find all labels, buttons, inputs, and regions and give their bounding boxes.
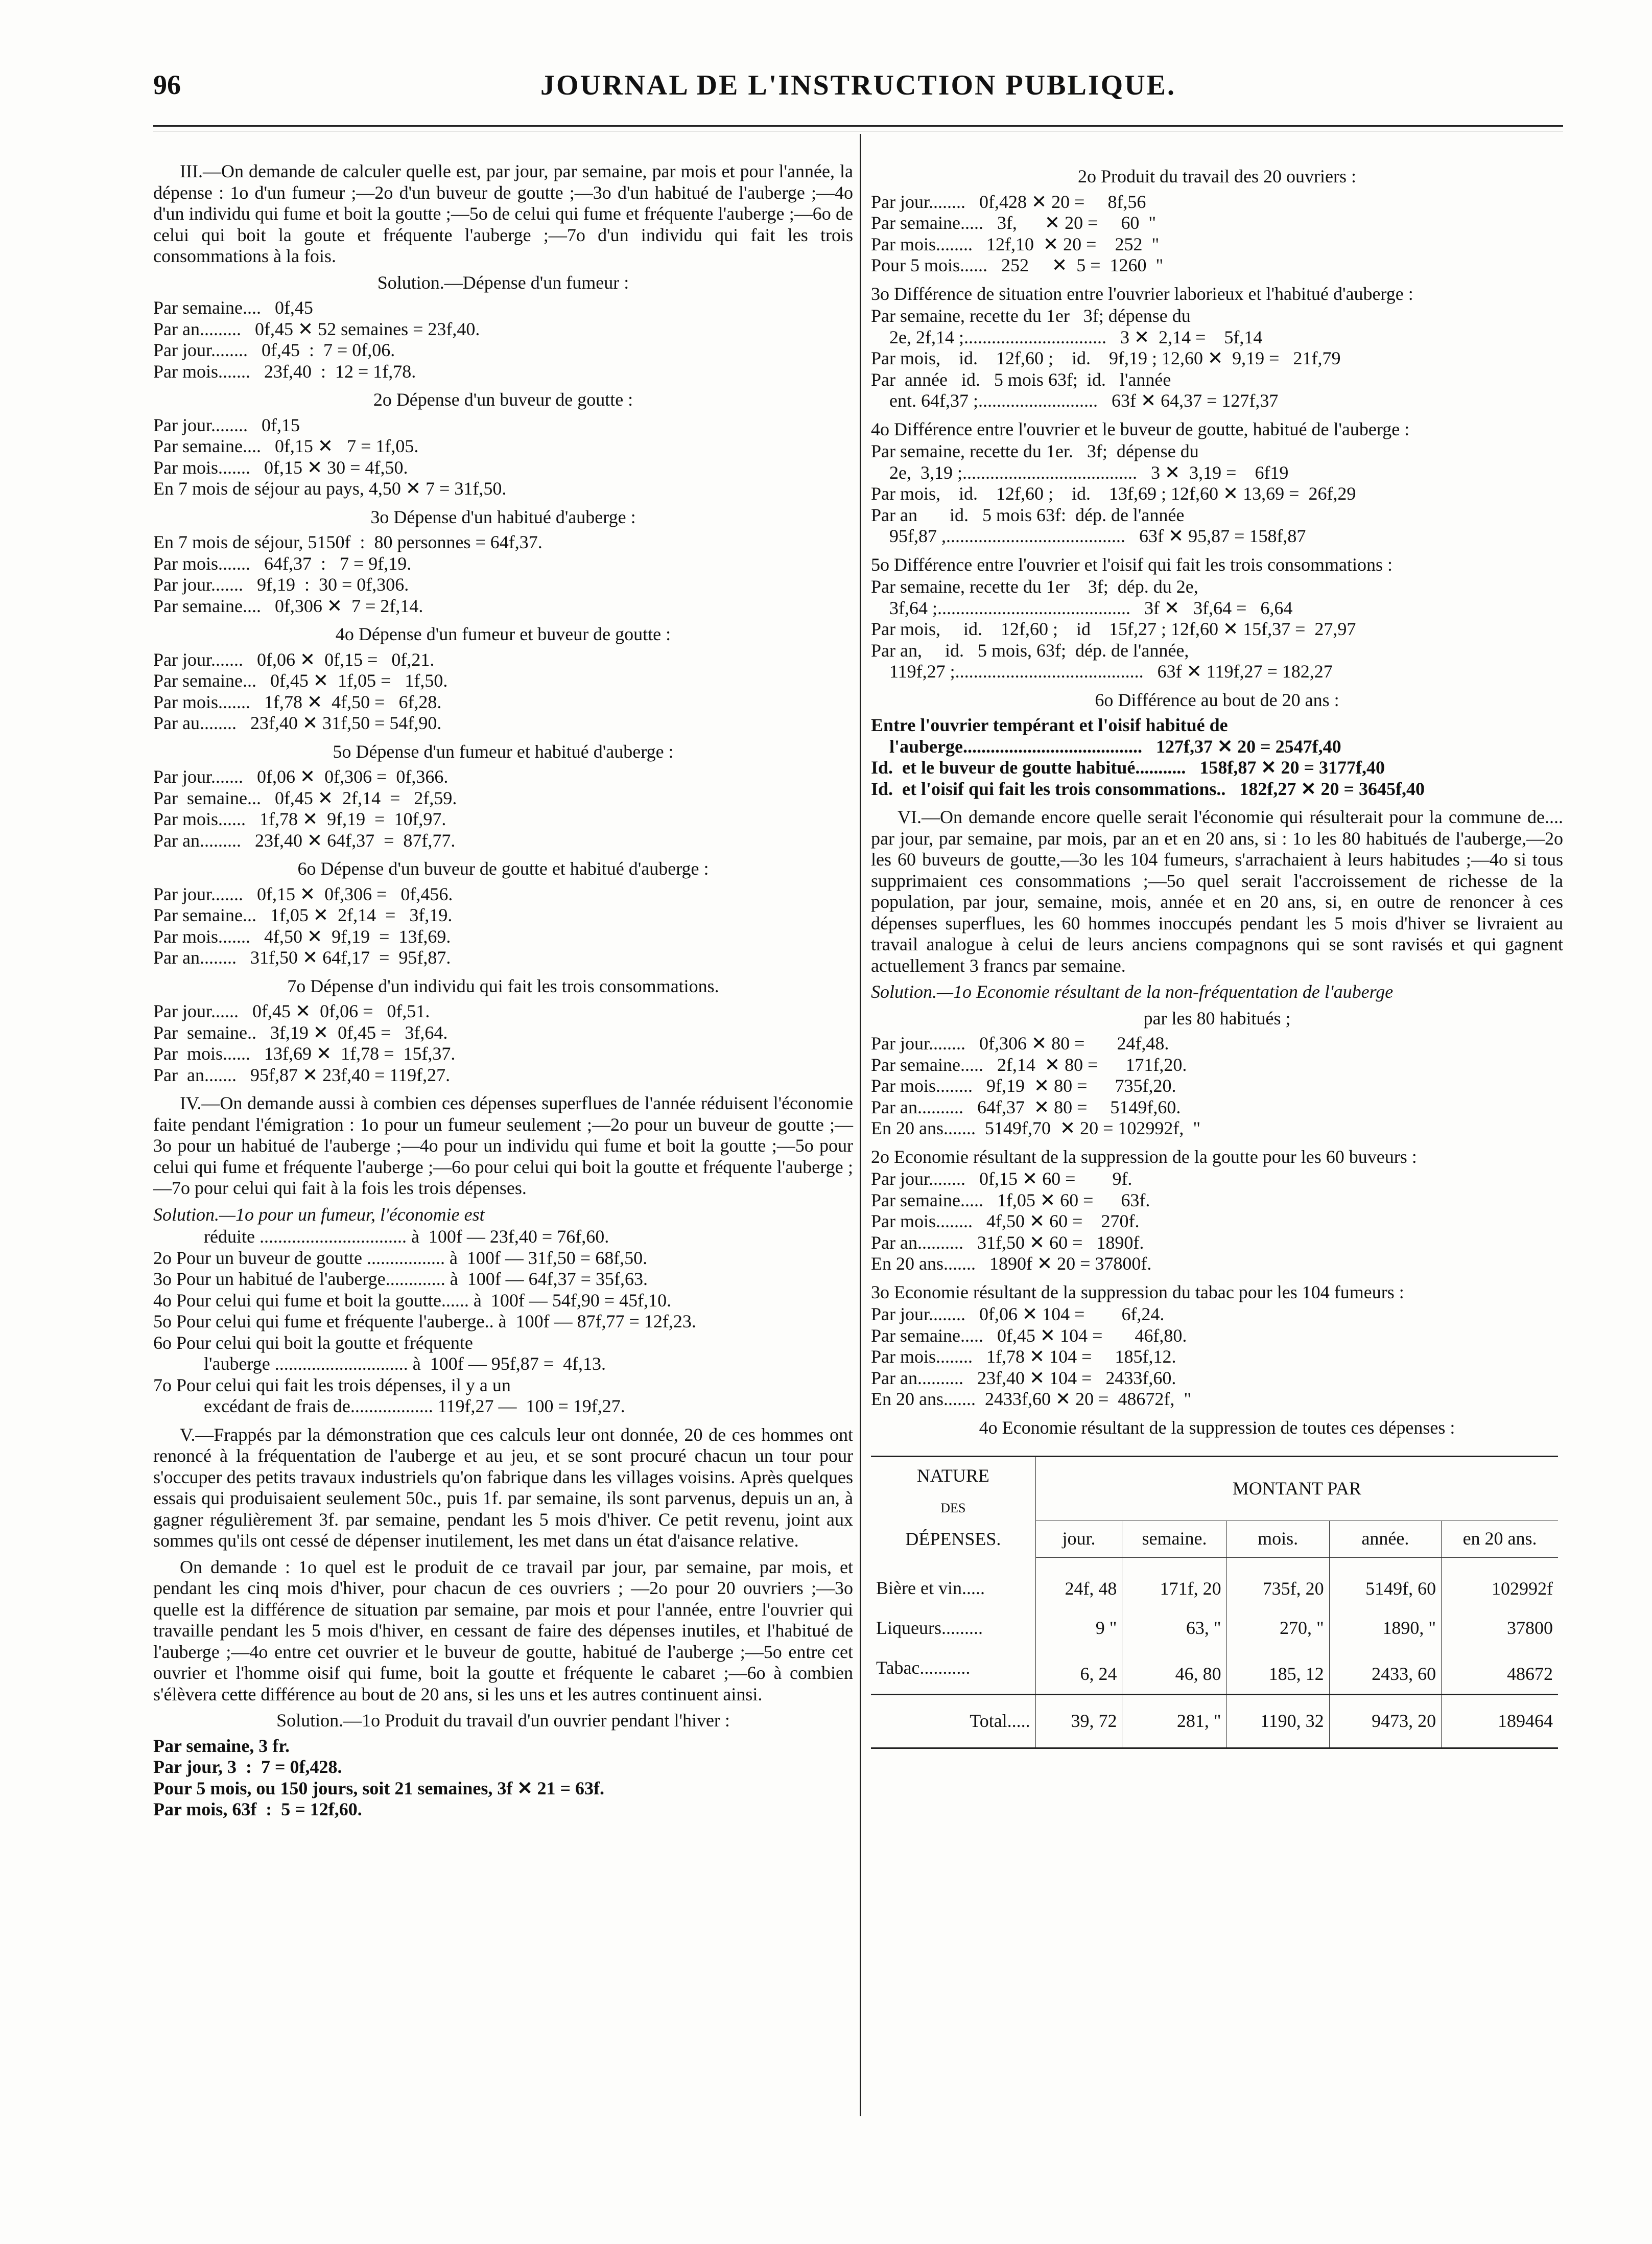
nature-label: NATURE — [916, 1465, 989, 1486]
table-cell: 171f, 20 — [1122, 1557, 1226, 1602]
table-cell: 185, 12 — [1226, 1642, 1329, 1695]
calc-line: 119f,27 ;......................................... 63f ✕ 119f,27 = 182,27 — [871, 661, 1333, 682]
row-label: Bière et vin..... — [876, 1578, 985, 1599]
question-5: V.—Frappés par la démonstration que ces calculs leur ont donnée, 20 de ces hommes ont renoncé à la fréquentation de l'auberge et au jeu, et se sont procuré chacun un tour pour s'occuper des petits travaux industriels qu'on fabrique dans les villages voisins. Après quelques essais qui produisaient seulement 50c., puis 1f. par semaine, ils sont parvenus, depuis un an, à gagner régulièrement 3f. par semaine, pendant les 5 mois d'hiver. Ce petit revenu, joint aux sommes qu'ils ont cessé de dépenser inutilement, les met dans un état d'aisance relative. — [153, 1424, 853, 1551]
total-row — [871, 1695, 1558, 1748]
column-header: en 20 ans. — [1442, 1521, 1558, 1557]
calc-line: 5o Pour celui qui fume et fréquente l'auberge.. à 100f — 87f,77 = 12f,23. — [153, 1311, 696, 1331]
section-title: Solution.—Dépense d'un fumeur : — [377, 272, 629, 293]
calc-line: 3f,64 ;.......................................... 3f ✕ 3f,64 = 6,64 — [871, 597, 1293, 618]
calc-line: En 7 mois de séjour, 5150f : 80 personnes = 64f,37. — [153, 532, 542, 552]
section-title: Solution.—1o pour un fumeur, l'économie est — [153, 1204, 485, 1225]
calc-block — [871, 1304, 1563, 1410]
total-cell: 1190, 32 — [1226, 1695, 1329, 1748]
calc-line: Par semaine, recette du 1er 3f; dép. du 2e, — [871, 576, 1198, 597]
calc-line: Par mois....... 4f,50 ✕ 9f,19 = 13f,69. — [153, 926, 451, 947]
calc-line: Par mois, id. 12f,60 ; id. 9f,19 ; 12,60 ✕ 9,19 = 21f,79 — [871, 348, 1341, 368]
des-label: DES — [940, 1501, 966, 1515]
montant-header: MONTANT PAR — [1035, 1457, 1558, 1521]
calc-line: Par mois....... 0f,15 ✕ 30 = 4f,50. — [153, 457, 408, 478]
calc-line: Par jour....... 9f,19 : 30 = 0f,306. — [153, 574, 409, 595]
calc-block — [871, 1168, 1563, 1275]
section-title: Solution.—1o Produit du travail d'un ouvrier pendant l'hiver : — [276, 1710, 730, 1731]
row-label: Tabac........... — [876, 1657, 971, 1678]
calc-block — [153, 766, 853, 851]
calc-line: Par semaine.... 0f,306 ✕ 7 = 2f,14. — [153, 595, 423, 616]
calc-line: Par an........ 31f,50 ✕ 64f,17 = 95f,87. — [153, 947, 451, 968]
calc-line: Par an.......... 64f,37 ✕ 80 = 5149f,60. — [871, 1096, 1181, 1117]
calc-block — [153, 1001, 853, 1086]
calc-line: 2o Pour un buveur de goutte ................. à 100f — 31f,50 = 68f,50. — [153, 1247, 648, 1268]
calc-line: 2e, 2f,14 ;............................... 3 ✕ 2,14 = 5f,14 — [871, 326, 1263, 347]
calc-line: Par jour........ 0f,15 — [153, 414, 300, 435]
calc-block — [871, 192, 1563, 276]
calc-line: Par jour........ 0f,306 ✕ 80 = 24f,48. — [871, 1033, 1169, 1054]
table-row — [871, 1642, 1558, 1695]
table-row — [871, 1557, 1558, 1602]
depenses-label: DÉPENSES. — [905, 1529, 1001, 1549]
table-cell: 37800 — [1442, 1602, 1558, 1642]
calc-line: Par semaine... 0f,45 ✕ 1f,05 = 1f,50. — [153, 670, 448, 691]
section-title: 6o Différence au bout de 20 ans : — [1095, 689, 1339, 710]
column-header: mois. — [1226, 1521, 1329, 1557]
section-title: 4o Economie résultant de la suppression de toutes ces dépenses : — [979, 1417, 1455, 1438]
calc-line: Par mois........ 12f,10 ✕ 20 = 252 " — [871, 233, 1160, 254]
calc-line: En 20 ans....... 5149f,70 ✕ 20 = 102992f, " — [871, 1118, 1201, 1138]
total-cell: 281, " — [1122, 1695, 1226, 1748]
calc-line: 4o Pour celui qui fume et boit la goutte...... à 100f — 54f,90 = 45f,10. — [153, 1290, 672, 1311]
calc-line: l'auberge....................................... 127f,37 ✕ 20 = 2547f,40 — [871, 736, 1341, 757]
question-6: VI.—On demande encore quelle serait l'économie qui résulterait pour la commune de.... par jour, par semaine, par mois, par an et en 20 ans, si : 1o les 80 habitués de l'auberge,—2o les 60 buveurs de goutte,—3o les 104 fumeurs, s'arrachaient à leurs habitudes ;—4o si tous supprimaient ces consommations ;—5o quel serait l'accroissement de richesse de la population, par jour, semaine, mois, année et en 20 ans, si, en outre de renoncer à ces dépenses superflues, les 60 hommes inoccupés pendant les 5 mois d'hiver se livraient au travail analogue à celui de leurs anciens compagnons qui se sont ravisés et qui gagnent actuellement 3 francs par semaine. — [871, 807, 1563, 976]
question-5-demand: On demande : 1o quel est le produit de ce travail par jour, par semaine, par mois, et pendant les cinq mois d'hiver, pour chacun de ces ouvriers ; —2o pour 20 ouvriers ;—3o quelle est la différence de situation par semaine, par mois et pour l'année, entre l'ouvrier qui travaille pendant les 5 mois d'hiver, en cessant de faire des dépenses inutiles, et l'habitué de l'auberge ;—4o entre cet ouvrier et le buveur de goutte, habitué de l'auberge ;—5o entre cet ouvrier et l'homme oisif qui fume, boit la goutte et fréquente le cabaret ;—6o à combien s'élèvera cette différence au bout de 20 ans, si les uns et les autres continuent ainsi. — [153, 1556, 853, 1704]
section-title: 5o Différence entre l'ouvrier et l'oisif qui fait les trois consommations : — [871, 554, 1393, 575]
calc-block — [871, 576, 1563, 683]
calc-block — [153, 1226, 853, 1417]
section-subtitle: par les 80 habitués ; — [1143, 1008, 1291, 1028]
calc-line: 6o Pour celui qui boit la goutte et fréquente — [153, 1332, 473, 1353]
column-divider — [860, 134, 861, 2116]
calc-line: Par mois........ 1f,78 ✕ 104 = 185f,12. — [871, 1346, 1176, 1367]
calc-line: Par jour........ 0f,45 : 7 = 0f,06. — [153, 340, 395, 360]
calc-line: 2e, 3,19 ;...................................... 3 ✕ 3,19 = 6f19 — [871, 462, 1289, 483]
table-cell: 270, " — [1226, 1602, 1329, 1642]
calc-line: Par jour....... 0f,06 ✕ 0f,15 = 0f,21. — [153, 649, 435, 670]
calc-line: Par semaine... 0f,45 ✕ 2f,14 = 2f,59. — [153, 787, 457, 808]
table-cell: 63, " — [1122, 1602, 1226, 1642]
calc-line: Par jour...... 0f,45 ✕ 0f,06 = 0f,51. — [153, 1001, 430, 1021]
column-header: jour. — [1035, 1521, 1122, 1557]
calc-line: Par semaine.. 3f,19 ✕ 0f,45 = 3f,64. — [153, 1022, 448, 1043]
page-header — [153, 69, 1563, 115]
calc-block — [871, 306, 1563, 412]
calc-block — [153, 415, 853, 500]
calc-block — [153, 297, 853, 382]
calc-line: réduite ................................ à 100f — 23f,40 = 76f,60. — [153, 1226, 609, 1247]
calc-line: Pour 5 mois, ou 150 jours, soit 21 semaines, 3f ✕ 21 = 63f. — [153, 1778, 605, 1798]
calc-line: Par semaine, 3 fr. — [153, 1735, 290, 1756]
calc-line: Par année id. 5 mois 63f; id. l'année — [871, 369, 1171, 390]
table-cell: 24f, 48 — [1035, 1557, 1122, 1602]
calc-line: Par mois...... 1f,78 ✕ 9f,19 = 10f,97. — [153, 809, 446, 829]
calc-line: Par semaine... 1f,05 ✕ 2f,14 = 3f,19. — [153, 905, 453, 925]
calc-line: Par mois, 63f : 5 = 12f,60. — [153, 1799, 362, 1819]
right-column — [871, 161, 1563, 1749]
calc-line: Par semaine, recette du 1er 3f; dépense du — [871, 306, 1191, 326]
calc-line: Par semaine..... 0f,45 ✕ 104 = 46f,80. — [871, 1325, 1187, 1346]
calc-line: Pour 5 mois...... 252 ✕ 5 = 1260 " — [871, 255, 1164, 275]
calc-block — [153, 649, 853, 734]
table-cell: 1890, " — [1329, 1602, 1441, 1642]
column-header: semaine. — [1122, 1521, 1226, 1557]
expense-table — [871, 1456, 1558, 1749]
calc-line: Par an.......... 31f,50 ✕ 60 = 1890f. — [871, 1232, 1144, 1253]
calc-line: Par jour........ 0f,428 ✕ 20 = 8f,56 — [871, 191, 1146, 212]
calc-block — [153, 1736, 853, 1820]
calc-line: l'auberge ............................. à 100f — 95f,87 = 4f,13. — [153, 1353, 606, 1374]
calc-line: Par mois....... 23f,40 : 12 = 1f,78. — [153, 361, 416, 382]
calc-line: Par an......... 23f,40 ✕ 64f,37 = 87f,77. — [153, 830, 456, 851]
calc-line: En 20 ans....... 1890f ✕ 20 = 37800f. — [871, 1253, 1152, 1274]
calc-line: 3o Pour un habitué de l'auberge............. à 100f — 64f,37 = 35f,63. — [153, 1269, 648, 1289]
calc-line: Entre l'ouvrier tempérant et l'oisif habitué de — [871, 715, 1228, 735]
journal-title: JOURNAL DE L'INSTRUCTION PUBLIQUE. — [540, 69, 1176, 101]
table-cell: 2433, 60 — [1329, 1642, 1441, 1695]
calc-block — [871, 715, 1563, 800]
table-cell: 102992f — [1442, 1557, 1558, 1602]
row-label: Liqueurs......... — [876, 1618, 983, 1638]
calc-line: Par mois....... 64f,37 : 7 = 9f,19. — [153, 553, 412, 574]
header-rule — [153, 125, 1563, 127]
calc-line: Par semaine..... 2f,14 ✕ 80 = 171f,20. — [871, 1054, 1187, 1075]
calc-line: ent. 64f,37 ;.......................... 63f ✕ 64,37 = 127f,37 — [871, 390, 1279, 411]
calc-line: Par jour....... 0f,15 ✕ 0f,306 = 0f,456. — [153, 883, 453, 904]
table-cell: 9 " — [1035, 1602, 1122, 1642]
calc-line: Par jour....... 0f,06 ✕ 0f,306 = 0f,366. — [153, 766, 449, 787]
calc-line: Par an....... 95f,87 ✕ 23f,40 = 119f,27. — [153, 1064, 451, 1085]
calc-line: Par semaine.... 0f,45 — [153, 297, 313, 318]
table-cell: 48672 — [1442, 1642, 1558, 1695]
section-title: 6o Dépense d'un buveur de goutte et habitué d'auberge : — [297, 858, 709, 879]
total-cell: 189464 — [1442, 1695, 1558, 1748]
calc-line: Par semaine..... 1f,05 ✕ 60 = 63f. — [871, 1189, 1150, 1210]
section-title: 5o Dépense d'un fumeur et habitué d'auberge : — [333, 741, 674, 762]
nature-header — [871, 1457, 1035, 1558]
section-title: 3o Economie résultant de la suppression du tabac pour les 104 fumeurs : — [871, 1281, 1404, 1302]
calc-line: Par an.......... 23f,40 ✕ 104 = 2433f,60. — [871, 1367, 1176, 1388]
section-title: 2o Dépense d'un buveur de goutte : — [373, 389, 633, 410]
section-title: 3o Différence de situation entre l'ouvrier laborieux et l'habitué d'auberge : — [871, 283, 1413, 304]
calc-line: Par semaine..... 3f, ✕ 20 = 60 " — [871, 213, 1157, 233]
calc-line: Par semaine.... 0f,15 ✕ 7 = 1f,05. — [153, 436, 419, 456]
calc-line: Par mois....... 1f,78 ✕ 4f,50 = 6f,28. — [153, 691, 442, 712]
section-title: Solution.—1o Economie résultant de la non-fréquentation de l'auberge — [871, 981, 1394, 1002]
left-column — [153, 161, 853, 1828]
total-cell: 9473, 20 — [1329, 1695, 1441, 1748]
section-title: 4o Différence entre l'ouvrier et le buveur de goutte, habitué de l'auberge : — [871, 418, 1410, 439]
section-title: 2o Produit du travail des 20 ouvriers : — [1078, 166, 1356, 186]
calc-line: Id. et l'oisif qui fait les trois consommations.. 182f,27 ✕ 20 = 3645f,40 — [871, 778, 1425, 799]
table-cell: 735f, 20 — [1226, 1557, 1329, 1602]
calc-line: Par mois........ 9f,19 ✕ 80 = 735f,20. — [871, 1076, 1176, 1096]
calc-line: En 20 ans....... 2433f,60 ✕ 20 = 48672f, " — [871, 1389, 1192, 1409]
calc-line: Par an, id. 5 mois, 63f; dép. de l'année, — [871, 640, 1189, 661]
table-row — [871, 1602, 1558, 1642]
page-number: 96 — [153, 69, 181, 100]
calc-line: Par jour........ 0f,15 ✕ 60 = 9f. — [871, 1168, 1132, 1189]
calc-line: Par au........ 23f,40 ✕ 31f,50 = 54f,90. — [153, 713, 442, 733]
calc-line: Par an......... 0f,45 ✕ 52 semaines = 23f,40. — [153, 318, 480, 339]
table-cell: 6, 24 — [1035, 1642, 1122, 1695]
calc-line: Par mois, id. 12f,60 ; id 15f,27 ; 12f,60 ✕ 15f,37 = 27,97 — [871, 619, 1356, 639]
calc-block — [871, 441, 1563, 547]
column-header: année. — [1329, 1521, 1441, 1557]
calc-line: 7o Pour celui qui fait les trois dépenses, il y a un — [153, 1374, 511, 1395]
calc-line: Par mois........ 4f,50 ✕ 60 = 270f. — [871, 1211, 1140, 1231]
section-title: 3o Dépense d'un habitué d'auberge : — [370, 506, 636, 527]
calc-block — [153, 884, 853, 969]
section-title: 2o Economie résultant de la suppression de la goutte pour les 60 buveurs : — [871, 1146, 1417, 1167]
calc-line: Id. et le buveur de goutte habitué........... 158f,87 ✕ 20 = 3177f,40 — [871, 757, 1385, 778]
question-4: IV.—On demande aussi à combien ces dépenses superflues de l'année réduisent l'économie faite pendant l'émigration : 1o pour un fumeur seulement ;—2o pour un buveur de goutte ;—3o pour un habitué de l'auberge ;—4o pour un individu qui fume et boit la goutte ;—5o pour celui qui fume et fréquente l'auberge ;—6o pour celui qui boit la goutte et fréquente l'auberge ;—7o pour celui qui fait à la fois les trois dépenses. — [153, 1093, 853, 1198]
total-cell: 39, 72 — [1035, 1695, 1122, 1748]
calc-line: Par an id. 5 mois 63f: dép. de l'année — [871, 504, 1185, 525]
section-title: 7o Dépense d'un individu qui fait les trois consommations. — [287, 975, 719, 996]
calc-line: excédant de frais de.................. 119f,27 — 100 = 19f,27. — [153, 1396, 625, 1416]
calc-line: Par semaine, recette du 1er. 3f; dépense du — [871, 441, 1199, 461]
calc-line: Par mois, id. 12f,60 ; id. 13f,69 ; 12f,60 ✕ 13,69 = 26f,29 — [871, 483, 1356, 504]
section-title: 4o Dépense d'un fumeur et buveur de goutte : — [335, 624, 671, 644]
calc-block — [871, 1033, 1563, 1139]
calc-line: Par jour........ 0f,06 ✕ 104 = 6f,24. — [871, 1304, 1165, 1324]
table-cell: 5149f, 60 — [1329, 1557, 1441, 1602]
calc-line: En 7 mois de séjour au pays, 4,50 ✕ 7 = 31f,50. — [153, 478, 507, 499]
calc-line: Par jour, 3 : 7 = 0f,428. — [153, 1757, 342, 1777]
calc-block — [153, 532, 853, 617]
calc-line: 95f,87 ,....................................... 63f ✕ 95,87 = 158f,87 — [871, 526, 1306, 546]
calc-line: Par mois...... 13f,69 ✕ 1f,78 = 15f,37. — [153, 1043, 456, 1064]
total-label: Total..... — [871, 1695, 1035, 1748]
question-3: III.—On demande de calculer quelle est, par jour, par semaine, par mois et pour l'année, la dépense : 1o d'un fumeur ;—2o d'un buveur de goutte ;—3o d'un habitué de l'auberge ;—4o d'un individu qui fume et boit la goutte ;—5o de celui qui fume et fréquente l'auberge ;—6o de celui qui boit la goute et fréquente l'auberge ;—7o d'un individu qui fait les trois consommations à la fois. — [153, 161, 853, 266]
table-cell: 46, 80 — [1122, 1642, 1226, 1695]
